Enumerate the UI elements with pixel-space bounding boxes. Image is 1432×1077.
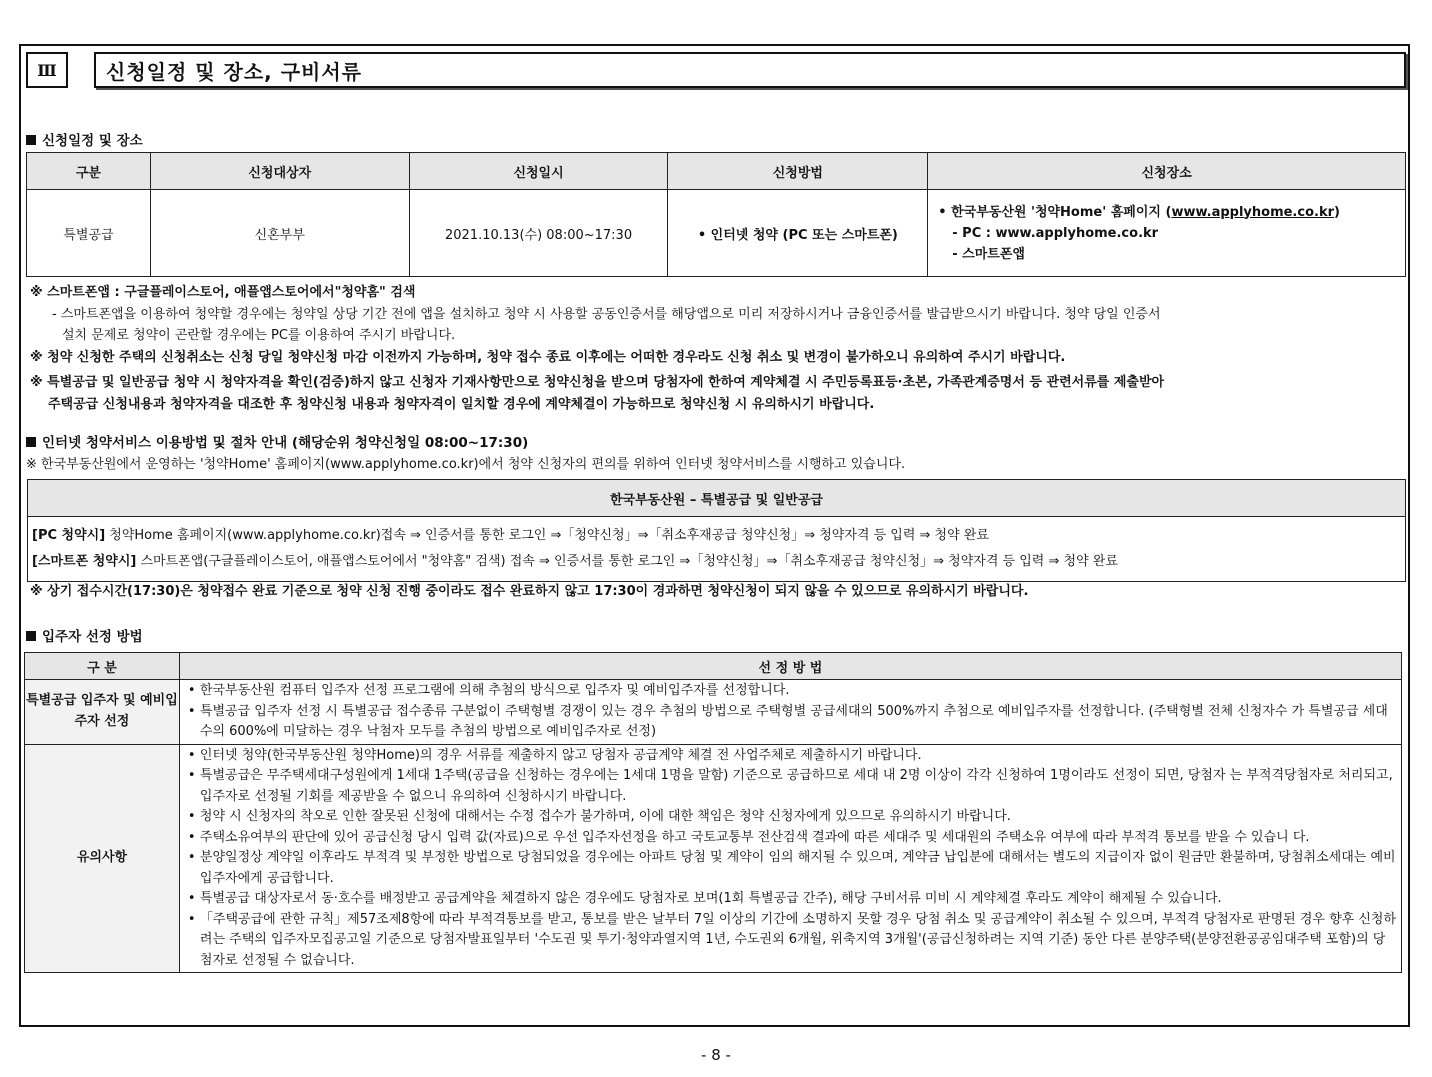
list-item: • 주택소유여부의 판단에 있어 공급신청 당시 입력 값(자료)으로 우선 입주자선정을 하고 국토교통부 전산검색 결과에 따른 세대주 및 세대원의 주택소유 여부에 따라 부적격 통보를 받을 수 있습니 다. <box>188 828 1397 849</box>
column-header: 신청방법 <box>668 153 928 190</box>
application-place: • 한국부동산원 '청약Home' 홈페이지 (www.applyhome.co.kr) - PC : www.applyhome.co.kr - 스마트폰앱 <box>928 190 1406 277</box>
table-row <box>27 190 1406 277</box>
square-bullet-icon <box>26 135 36 145</box>
column-header: 신청일시 <box>409 153 668 190</box>
note-smartphone-app: ※ 스마트폰앱 : 구글플레이스토어, 애플앱스토어에서"청약홈" 검색 <box>30 285 416 300</box>
note-smartphone-detail: - 스마트폰앱을 이용하여 청약할 경우에는 청약일 상당 기간 전에 앱을 설치하고 청약 시 사용할 공동인증서를 해당앱으로 미리 저장하시거나 금융인증서를 발급받으시기 바랍니다. 청약 당일 인증서 <box>52 307 1161 322</box>
selection-table <box>24 652 1402 973</box>
pc-steps: [PC 청약시] 청약Home 홈페이지(www.applyhome.co.kr)접속 ⇒ 인증서를 통한 로그인 ⇒「청약신청」⇒「취소후재공급 청약신청」⇒ 청약자격 등 입력 ⇒ 청약 완료 <box>32 528 989 543</box>
column-header: 신청장소 <box>928 153 1406 190</box>
internet-procedure-table <box>27 479 1406 582</box>
category-precautions: 유의사항 <box>25 744 180 973</box>
page-number: - 8 - <box>701 1046 731 1064</box>
section-title: 신청일정 및 장소, 구비서류 <box>94 52 1406 88</box>
note-cancellation: ※ 청약 신청한 주택의 신청취소는 신청 당일 청약신청 마감 이전까지 가능하며, 청약 접수 종료 이후에는 어떠한 경우라도 신청 취소 및 변경이 불가하오니 유의하여 주시기 바랍니다. <box>30 350 1066 365</box>
list-item: • 분양일정상 계약일 이후라도 부적격 및 부정한 방법으로 당첨되었을 경우에는 아파트 당첨 및 계약이 임의 해지될 수 있으며, 계약금 납입분에 대해서는 별도의 지급이자 없이 원금만 환불하며, 당첨취소세대는 예비입주자에게 공급합니다. <box>188 848 1397 889</box>
table-header-row <box>27 153 1406 190</box>
square-bullet-icon <box>26 437 36 447</box>
list-item: • 특별공급은 무주택세대구성원에게 1세대 1주택(공급을 신청하는 경우에는 1세대 1명을 말함) 기준으로 공급하므로 세대 내 2명 이상이 각각 신청하여 1명이라도 선정이 되면, 당첨자 는 부적격당첨자로 처리되고, 입주자로 선정될 기회를 제공받을 수 없으니 유의하여 신청하시기 바랍니다. <box>188 766 1397 807</box>
selection-method-cell <box>179 680 1401 745</box>
note-smartphone-detail-cont: 설치 문제로 청약이 곤란할 경우에는 PC를 이용하여 주시기 바랍니다. <box>62 328 456 343</box>
applicant-target: 신혼부부 <box>150 190 409 277</box>
application-method: • 인터넷 청약 (PC 또는 스마트폰) <box>668 190 928 277</box>
applyhome-link[interactable]: www.applyhome.co.kr <box>1171 204 1335 220</box>
supply-type: 특별공급 <box>27 190 151 277</box>
list-item: • 「주택공급에 관한 규칙」제57조제8항에 따라 부적격통보를 받고, 통보를 받은 날부터 7일 이상의 기간에 소명하지 못할 경우 당첨 취소 및 공급계약이 취소될 수 있으며, 부적격 당첨자로 판명된 경우 향후 신청하려는 주택의 입주자모집공고일 기준으로 당첨자발표일부터 '수도권 및 투기·청약과열지역 1년, 수도권외 6개월, 위축지역 3개월'(공급신청하려는 지역 기준) 동안 다른 분양주택(분양전환공공임대주택 포함)의 당첨자로 선정될 수 없습니다. <box>188 910 1397 972</box>
mobile-steps: [스마트폰 청약시] 스마트폰앱(구글플레이스토어, 애플앱스토어에서 "청약홈" 검색) 접속 ⇒ 인증서를 통한 로그인 ⇒「청약신청」⇒「취소후재공급 청약신청」⇒ 청약자격 등 입력 ⇒ 청약 완료 <box>32 554 1118 569</box>
note-verification: ※ 특별공급 및 일반공급 청약 시 청약자격을 확인(검증)하지 않고 신청자 기재사항만으로 청약신청을 받으며 당첨자에 한하여 계약체결 시 주민등록표등·초본, 가족관계증명서 등 관련서류를 제출받아 <box>30 375 1165 390</box>
precautions-cell <box>179 744 1401 973</box>
section-number: Ⅲ <box>26 52 68 88</box>
schedule-heading: 신청일정 및 장소 <box>26 129 143 149</box>
list-item: • 특별공급 대상자로서 동·호수를 배정받고 공급계약을 체결하지 않은 경우에도 당첨자로 보며(1회 특별공급 간주), 해당 구비서류 미비 시 계약체결 후라도 계약이 해제될 수 있습니다. <box>188 889 1397 910</box>
selection-heading: 입주자 선정 방법 <box>26 625 143 645</box>
column-header: 신청대상자 <box>150 153 409 190</box>
note-verification-cont: 주택공급 신청내용과 청약자격을 대조한 후 청약신청 내용과 청약자격이 일치할 경우에 계약체결이 가능하므로 청약신청 시 유의하시기 바랍니다. <box>48 397 875 412</box>
table-row <box>25 680 1402 745</box>
list-item: • 한국부동산원 컴퓨터 입주자 선정 프로그램에 의해 추첨의 방식으로 입주자 및 예비입주자를 선정합니다. <box>188 681 1397 702</box>
column-header: 구 분 <box>25 653 180 680</box>
list-item: • 청약 시 신청자의 착오로 인한 잘못된 신청에 대해서는 수정 접수가 불가하며, 이에 대한 책임은 청약 신청자에게 있으므로 유의하시기 바랍니다. <box>188 807 1397 828</box>
square-bullet-icon <box>26 631 36 641</box>
deadline-warning: ※ 상기 접수시간(17:30)은 청약접수 완료 기준으로 청약 신청 진행 중이라도 접수 완료하지 않고 17:30이 경과하면 청약신청이 되지 않을 수 있으므로 유의하시기 바랍니다. <box>30 584 1029 599</box>
list-item: • 인터넷 청약(한국부동산원 청약Home)의 경우 서류를 제출하지 않고 당첨자 공급계약 체결 전 사업주체로 제출하시기 바랍니다. <box>188 746 1397 767</box>
internet-subnote: ※ 한국부동산원에서 운영하는 '청약Home' 홈페이지(www.applyhome.co.kr)에서 청약 신청자의 편의를 위하여 인터넷 청약서비스를 시행하고 있습니다. <box>26 457 906 472</box>
list-item: • 특별공급 입주자 선정 시 특별공급 접수종류 구분없이 주택형별 경쟁이 있는 경우 추첨의 방법으로 주택형별 공급세대의 500%까지 추첨으로 예비입주자를 선정합니다. (주택형별 전체 신청자수 가 특별공급 세대수의 600%에 미달하는 경우 낙첨자 모두를 추첨의 방법으로 예비입주자로 선정) <box>188 702 1397 743</box>
procedure-steps <box>28 517 1406 582</box>
table-header-row <box>25 653 1402 680</box>
procedure-table-header: 한국부동산원 – 특별공급 및 일반공급 <box>28 480 1406 517</box>
category-special-supply: 특별공급 입주자 및 예비입주자 선정 <box>25 680 180 745</box>
column-header: 구분 <box>27 153 151 190</box>
internet-heading: 인터넷 청약서비스 이용방법 및 절차 안내 (해당순위 청약신청일 08:00~17:30) <box>26 431 528 451</box>
schedule-table <box>26 152 1406 277</box>
application-datetime: 2021.10.13(수) 08:00~17:30 <box>409 190 668 277</box>
table-row <box>25 744 1402 973</box>
section-header <box>26 52 1406 90</box>
column-header: 선 정 방 법 <box>179 653 1401 680</box>
